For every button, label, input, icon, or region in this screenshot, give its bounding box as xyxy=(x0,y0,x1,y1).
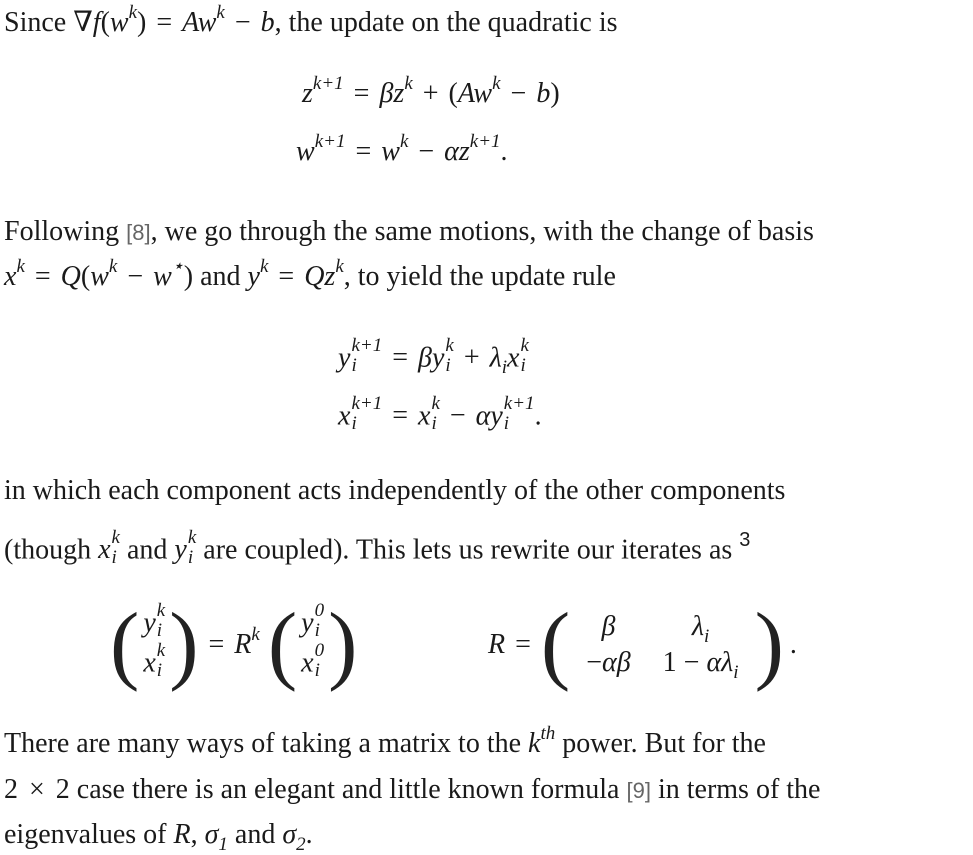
iterate-matrix-equation: ( y k i x k i ) = $R^k$ ( y 0 i x 0 i ) xyxy=(110,596,358,693)
momentum-update-z: $z^{k+1} = \beta z^k + (Aw^k - b)$ xyxy=(302,73,560,109)
para4-and: and xyxy=(234,819,276,850)
citation-8[interactable]: [8] xyxy=(126,220,151,245)
x-ik-expr: x k i xyxy=(98,527,120,568)
para4-text-a: There are many ways of taking a matrix to the xyxy=(4,728,522,759)
para2-line1 xyxy=(4,218,814,246)
para3-and: and xyxy=(126,534,168,566)
footnote-3[interactable]: 3 xyxy=(739,529,751,552)
para4-line3: eigenvalues of R, $\sigma_1$ and $\sigma_2$. xyxy=(4,819,313,855)
sigma1-symbol: $\sigma_1$ xyxy=(204,819,228,855)
y-ik-expr: y k i xyxy=(174,527,197,568)
para4-line2 xyxy=(4,776,821,804)
intro-word: Since xyxy=(4,7,67,38)
kth-expr: $k^{th}$ xyxy=(528,723,556,759)
r-symbol: R xyxy=(173,819,191,850)
basis-y-expr: $y^k = Qz^k$ xyxy=(247,256,344,292)
para2-text-c: , to yield the update rule xyxy=(343,261,616,292)
para2-text-a: Following xyxy=(4,216,120,247)
sigma2-symbol: $\sigma_2$ xyxy=(282,819,306,855)
para3-text-a: (though xyxy=(4,534,92,566)
para3-line1: in which each component acts independently of the other components xyxy=(4,475,786,506)
para4-text-e: eigenvalues of xyxy=(4,819,167,850)
para4-line1 xyxy=(4,723,766,759)
intro-line xyxy=(4,2,618,38)
intro-rest: the update on the quadratic is xyxy=(288,7,618,38)
para3-line2 xyxy=(4,527,751,572)
basis-x-expr: $x^k = Q(w^k - w^⋆)$ xyxy=(4,256,194,292)
para2-text-b: , we go through the same motions, with the change of basis xyxy=(150,216,814,247)
citation-9[interactable]: [9] xyxy=(626,778,651,803)
para2-line2 xyxy=(4,256,616,292)
two-by-two-expr: 2 × 2 xyxy=(4,774,70,805)
gradient-expr: $\nabla f(w^k) = Aw^k - b$, xyxy=(73,2,282,38)
r-matrix-definition: R = ( β $\lambda_i$ −αβ $1 - \alpha\lambda_i$ ) . xyxy=(488,596,797,693)
para4-text-b: power. But for the xyxy=(562,728,766,759)
para3-text-b: are coupled). This lets us rewrite our iterates as xyxy=(203,534,733,566)
momentum-update-w: $w^{k+1} = w^k - \alpha z^{k+1}$. xyxy=(296,131,508,167)
para4-text-d: in terms of the xyxy=(657,774,821,805)
para4-text-c: case there is an elegant and little known formula xyxy=(76,774,620,805)
component-update-y: y k+1 i = βy k i + $\lambda_ix$ k i xyxy=(338,335,529,379)
para2-and: and xyxy=(200,261,241,292)
component-update-x: x k+1 i = x k i − αy k+1 i . xyxy=(338,393,542,434)
